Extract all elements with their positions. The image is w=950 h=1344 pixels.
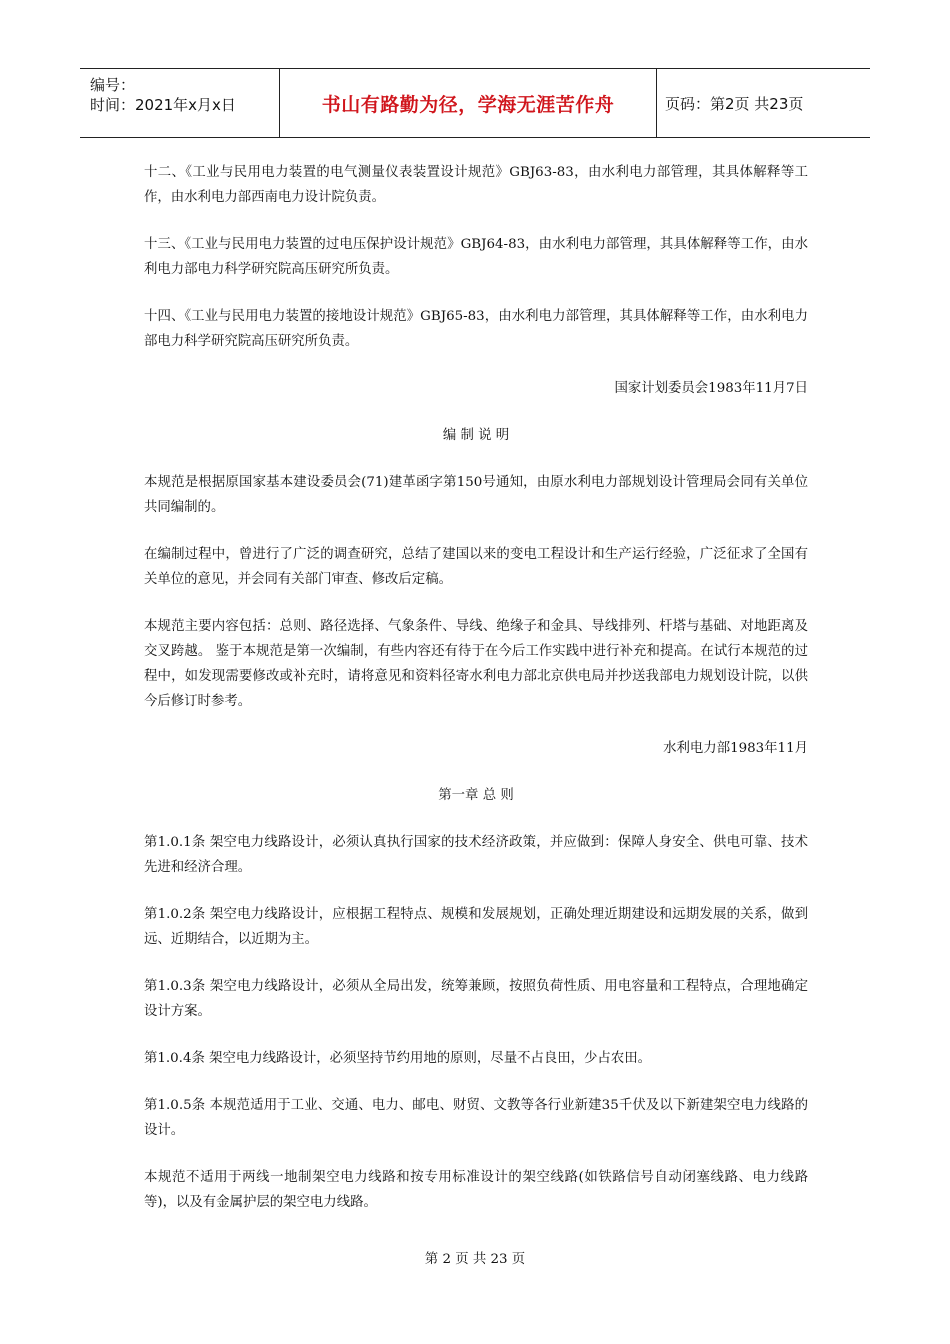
article-1-0-3: 第1.0.3条 架空电力线路设计，必须从全局出发，统筹兼顾，按照负荷性质、用电容量和工程特点，合理地确定设计方案。: [144, 979, 808, 1019]
article-1-0-1: 第1.0.1条 架空电力线路设计，必须认真执行国家的技术经济政策，并应做到：保障人身安全、供电可靠、技术先进和经济合理。: [144, 835, 808, 875]
scope-exclusion-paragraph: 本规范不适用于两线一地制架空电力线路和按专用标准设计的架空线路(如铁路信号自动闭塞线路、电力线路等)，以及有金属护层的架空电力线路。: [144, 1170, 808, 1210]
header-meta: [80, 69, 280, 137]
paragraph-item-14: 十四、《工业与民用电力装置的接地设计规范》GBJ65-83，由水利电力部管理，其具体解释等工作，由水利电力部电力科学研究院高压研究所负责。: [144, 309, 808, 349]
page-header: [80, 68, 870, 138]
signature-planning-committee: 国家计划委员会1983年11月7日: [614, 381, 808, 396]
header-motto-cell: [280, 69, 657, 137]
paragraph-compilation-basis: 本规范是根据原国家基本建设委员会(71)建革函字第150号通知，由原水利电力部规划设计管理局会同有关单位共同编制的。: [144, 475, 808, 515]
chapter-heading: 第一章 总 则: [438, 788, 514, 803]
page-footer: 第 2 页 共 23 页: [424, 1252, 526, 1267]
article-1-0-2: 第1.0.2条 架空电力线路设计，应根据工程特点、规模和发展规划，正确处理近期建设和远期发展的关系，做到远、近期结合，以近期为主。: [144, 907, 808, 947]
date-label: 时间：2021年x月x日: [90, 96, 236, 114]
article-1-0-5: 第1.0.5条 本规范适用于工业、交通、电力、邮电、财贸、文教等各行业新建35千伏及以下新建架空电力线路的设计。: [144, 1098, 808, 1138]
paragraph-item-13: 十三、《工业与民用电力装置的过电压保护设计规范》GBJ64-83，由水利电力部管理，其具体解释等工作，由水利电力部电力科学研究院高压研究所负责。: [144, 237, 808, 277]
paragraph-main-contents: 本规范主要内容包括：总则、路径选择、气象条件、导线、绝缘子和金具、导线排列、杆塔与基础、对地距离及交叉跨越。 鉴于本规范是第一次编制，有些内容还有待于在今后工作实践中进行补充和提高。在试行本规范的过程中，如发现需要修改或补充时，请将意见和资料径寄水利电力部北京供电局并抄送我部电力规划设计院，以供今后修订时参考。: [144, 619, 808, 709]
section-heading-compilation-notes: 编 制 说 明: [442, 428, 510, 443]
document-body: [144, 160, 808, 1215]
paragraph-compilation-process: 在编制过程中，曾进行了广泛的调查研究，总结了建国以来的变电工程设计和生产运行经验，广泛征求了全国有关单位的意见，并会同有关部门审查、修改后定稿。: [144, 547, 808, 587]
motto-text: 书山有路勤为径，学海无涯苦作舟: [321, 93, 615, 116]
paragraph-item-12: 十二、《工业与民用电力装置的电气测量仪表装置设计规范》GBJ63-83，由水利电力部管理，其具体解释等工作，由水利电力部西南电力设计院负责。: [144, 165, 808, 205]
signature-ministry: 水利电力部1983年11月: [663, 741, 808, 756]
article-1-0-4: 第1.0.4条 架空电力线路设计，必须坚持节约用地的原则，尽量不占良田，少占农田。: [144, 1051, 651, 1066]
number-label: 编号：: [90, 76, 136, 94]
page-info: 页码：第2页 共23页: [665, 94, 804, 113]
